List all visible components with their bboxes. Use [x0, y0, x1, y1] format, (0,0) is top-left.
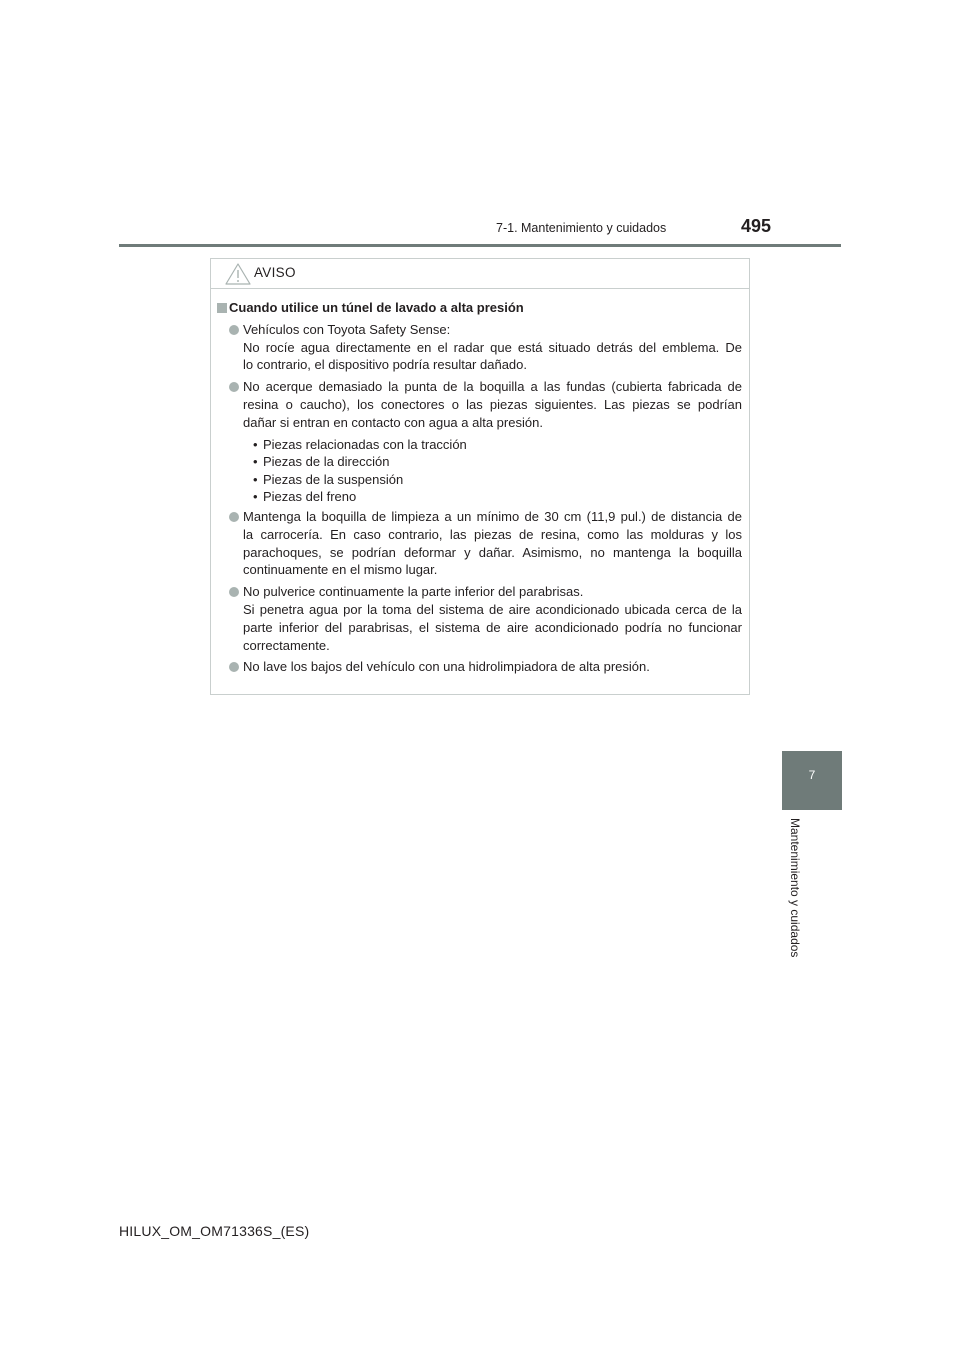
sub-list-item — [253, 436, 742, 454]
warning-heading-text: Cuando utilice un túnel de lavado a alta presión — [229, 300, 524, 315]
list-item — [217, 378, 742, 431]
sub-item-text: Piezas del freno — [263, 489, 357, 505]
sub-list-item — [253, 488, 742, 506]
warning-box — [210, 258, 750, 695]
dot-bullet-icon: • — [253, 436, 258, 452]
section-title: 7-1. Mantenimiento y cuidados — [496, 221, 667, 235]
text-line: No lave los bajos del vehículo con una hidrolimpiadora de alta presión. — [243, 659, 650, 675]
chapter-label-container — [788, 818, 804, 978]
header-divider — [119, 244, 841, 247]
warning-header — [211, 259, 749, 289]
page-number: 495 — [741, 216, 772, 236]
text-line: Si penetra agua por la toma del sistema de aire acondicionado ubicada cerca de la — [243, 601, 742, 617]
sub-list-item — [253, 471, 742, 489]
dot-bullet-icon: • — [253, 454, 258, 470]
warning-body — [211, 299, 749, 676]
list-item — [217, 583, 742, 654]
warning-heading — [217, 299, 742, 317]
document-code: HILUX_OM_OM71336S_(ES) — [119, 1223, 310, 1239]
text-line: la carrocería. En caso contrario, las piezas de resina, como las molduras y los — [243, 526, 742, 542]
sub-item-text: Piezas de la suspensión — [263, 471, 404, 487]
circle-bullet-icon — [229, 382, 239, 392]
text-line: correctamente. — [243, 637, 330, 653]
text-line: Vehículos con Toyota Safety Sense: — [243, 321, 451, 337]
circle-bullet-icon — [229, 512, 239, 522]
text-line: parachoques, se podrían deformar y dañar. Asimismo, no mantenga la boquilla — [243, 544, 742, 560]
warning-triangle-icon — [225, 263, 251, 285]
circle-bullet-icon — [229, 325, 239, 335]
list-item — [217, 658, 742, 676]
chapter-tab — [782, 751, 842, 810]
chapter-label: Mantenimiento y cuidados — [788, 818, 802, 958]
text-line: dañar si entran en contacto con agua a alta presión. — [243, 414, 543, 430]
sub-list — [217, 436, 742, 506]
square-bullet-icon — [217, 303, 227, 313]
text-line: continuamente en el mismo lugar. — [243, 562, 438, 578]
list-item — [217, 508, 742, 579]
text-line: resina o caucho), los conectores o las piezas siguientes. Las piezas se podrían — [243, 396, 742, 412]
text-line: Mantenga la boquilla de limpieza a un mínimo de 30 cm (11,9 pul.) de distancia de — [243, 508, 742, 524]
warning-title: AVISO — [254, 265, 296, 280]
sub-list-item — [253, 453, 742, 471]
text-line: parte inferior del parabrisas, el sistema de aire acondicionado podría no funcionar — [243, 619, 742, 635]
dot-bullet-icon: • — [253, 471, 258, 487]
text-line: No pulverice continuamente la parte inferior del parabrisas. — [243, 584, 584, 600]
circle-bullet-icon — [229, 662, 239, 672]
sub-item-text: Piezas relacionadas con la tracción — [263, 436, 467, 452]
text-line: No acerque demasiado la punta de la boquilla a las fundas (cubierta fabricada de — [243, 379, 742, 395]
list-item — [217, 321, 742, 374]
text-line: No rocíe agua directamente en el radar que está situado detrás del emblema. De — [243, 339, 742, 355]
text-line: lo contrario, el dispositivo podría resultar dañado. — [243, 357, 527, 373]
sub-item-text: Piezas de la dirección — [263, 454, 390, 470]
chapter-number: 7 — [808, 768, 816, 782]
circle-bullet-icon — [229, 587, 239, 597]
dot-bullet-icon: • — [253, 489, 258, 505]
